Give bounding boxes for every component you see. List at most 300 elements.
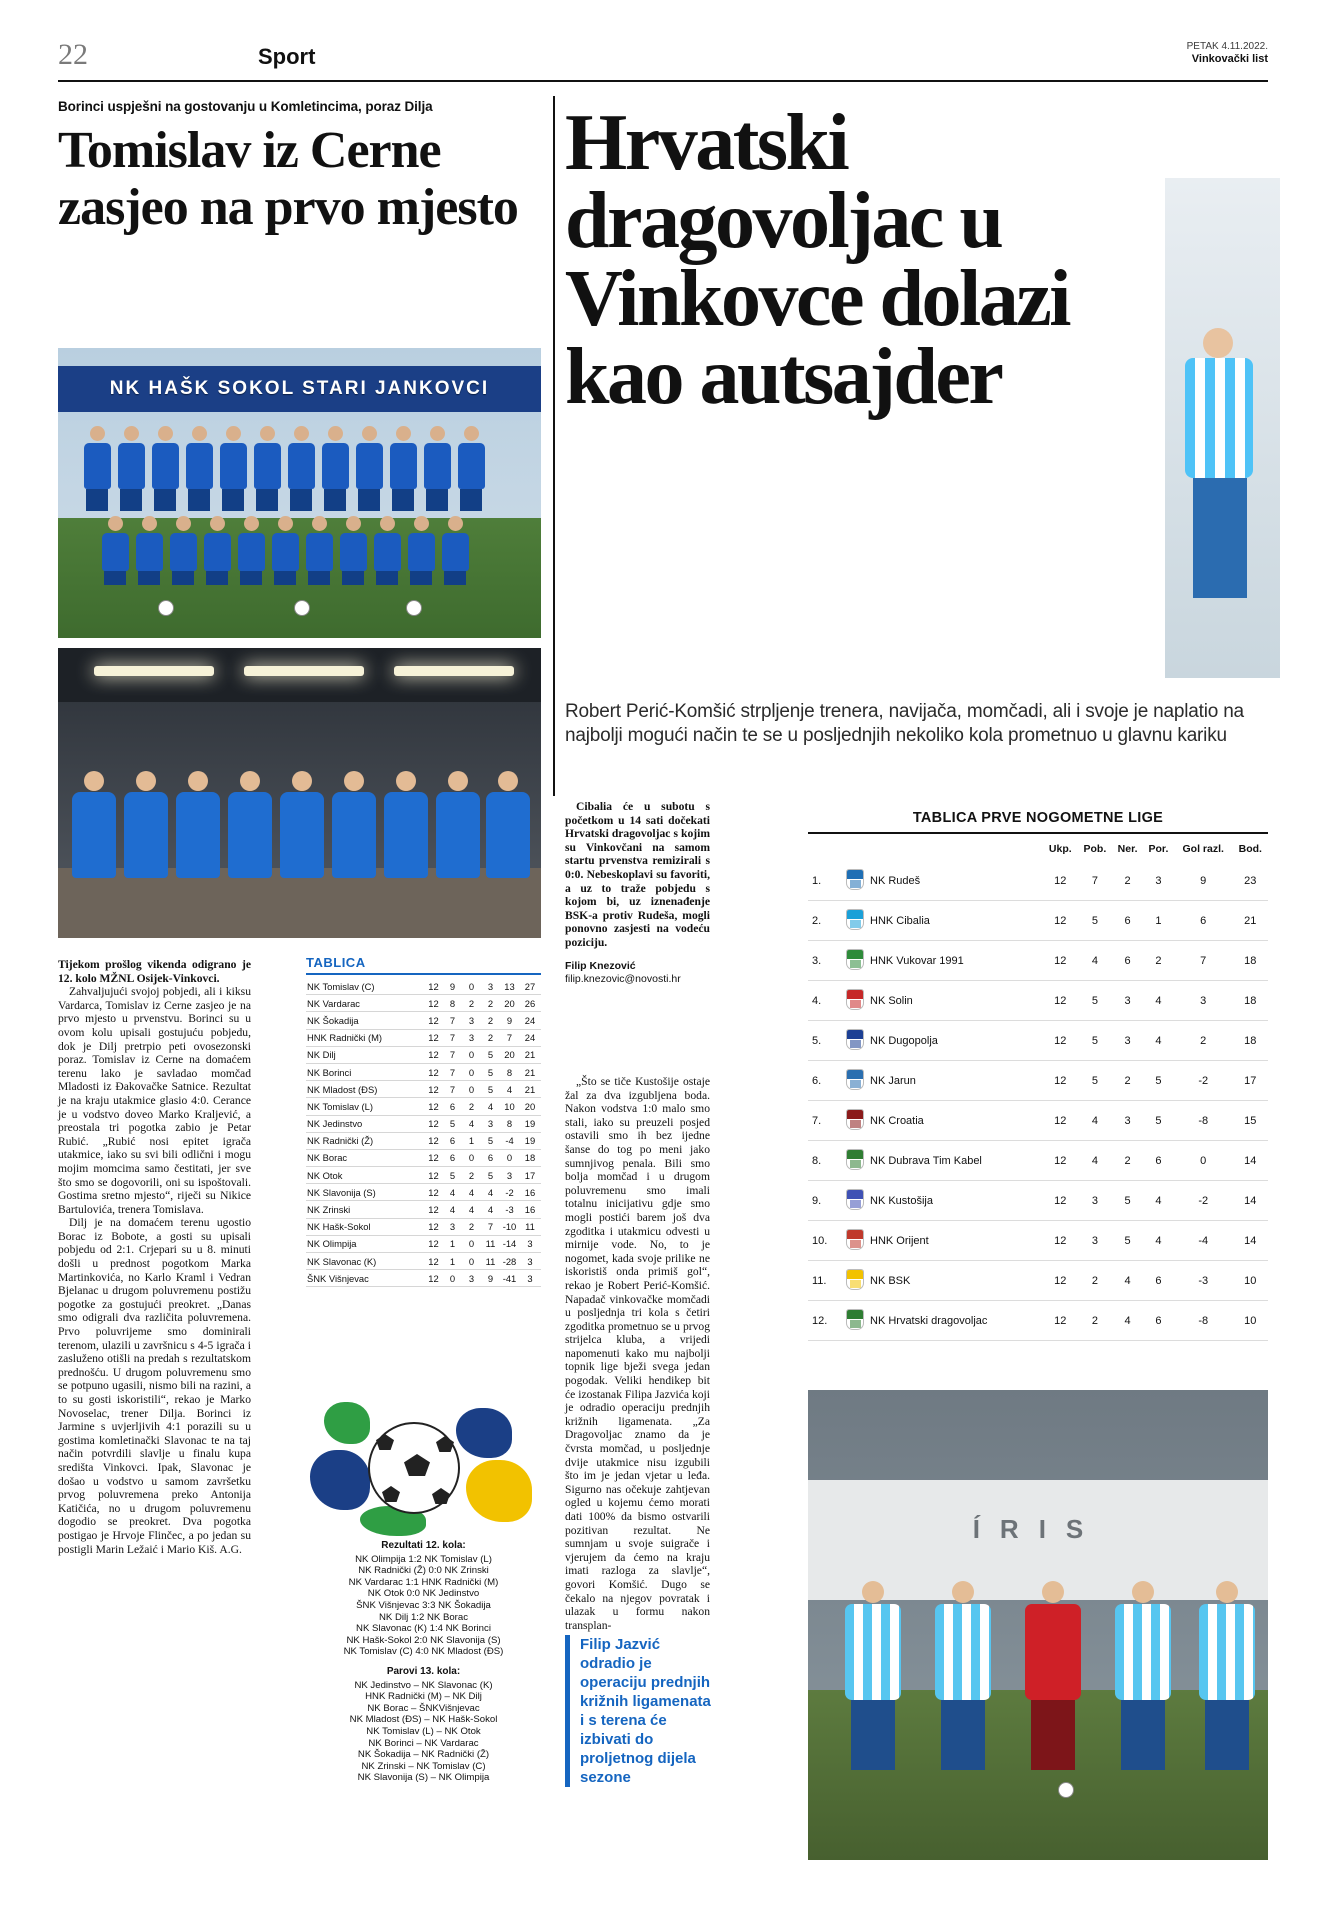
- football-player-figure: [1173, 328, 1269, 658]
- club-name: HNK Cibalia: [868, 901, 1043, 941]
- header-played: Ukp.: [1048, 843, 1072, 855]
- player-figure: [216, 426, 250, 511]
- cell-value: 12: [1043, 861, 1078, 901]
- result-line: NK Šokadija – NK Radnički (Ž): [357, 1749, 490, 1761]
- cell-value: 6: [443, 1132, 462, 1149]
- cell-value: 4: [500, 1081, 519, 1098]
- celebrating-player: [224, 771, 276, 878]
- table-row: [808, 1021, 1268, 1061]
- round-13-title: Parovi 13. kola:: [386, 1665, 461, 1677]
- main-story-body-column: [565, 1075, 710, 1632]
- table-row: [306, 978, 541, 995]
- cell-value: 4: [1143, 1221, 1174, 1261]
- player-figure: [838, 1581, 908, 1770]
- club-name: NK Borinci: [306, 1063, 424, 1080]
- player-figure: [386, 426, 420, 511]
- position: 9.: [808, 1181, 842, 1221]
- cell-value: 2: [1078, 1261, 1113, 1301]
- cell-value: -3: [500, 1201, 519, 1218]
- player-figure: [336, 516, 370, 585]
- cell-value: 14: [1233, 1181, 1268, 1221]
- table-row: [306, 1063, 541, 1080]
- cell-value: 9: [500, 1012, 519, 1029]
- round-13-fixtures: [296, 1666, 551, 1784]
- cell-value: 6: [481, 1149, 500, 1166]
- cell-value: 1: [443, 1235, 462, 1252]
- main-lead-paragraph: Cibalia će u subotu s početkom u 14 sati dočekati Hrvatski dragovoljac s kojim su Vinkovčani na samom startu prvenstva remizirali s 0:0. Nebeskoplavi su favoriti, a uz to traže pobjedu s kojom bi, uz iznenađenje BSK-a protiv Rudeša, mogli ponovno zasjesti na vodeću poziciju.: [565, 800, 710, 949]
- crest-icon: [846, 1189, 864, 1210]
- club-name: NK Rudeš: [868, 861, 1043, 901]
- cell-value: 7: [481, 1218, 500, 1235]
- club-name: ŠNK Višnjevac: [306, 1270, 424, 1287]
- cell-value: 6: [1112, 941, 1143, 981]
- cell-value: 12: [424, 995, 443, 1012]
- cell-value: 7: [443, 1012, 462, 1029]
- player-figure: [148, 426, 182, 511]
- club-banner-text: NK HAŠK SOKOL STARI JANKOVCI: [58, 366, 541, 412]
- table-header-row: [808, 834, 1268, 861]
- table-row: [808, 1061, 1268, 1101]
- player-figure: [438, 516, 472, 585]
- crest-icon: [846, 1109, 864, 1130]
- club-crest: [842, 1061, 868, 1101]
- cell-value: 4: [1143, 1021, 1174, 1061]
- table-row: [808, 1101, 1268, 1141]
- cell-value: 4: [462, 1201, 481, 1218]
- cell-value: 20: [500, 1046, 519, 1063]
- cell-value: 12: [1043, 1301, 1078, 1341]
- club-crest: [842, 941, 868, 981]
- result-line: NK Jedinstvo – NK Slavonac (K): [354, 1679, 493, 1691]
- cell-value: -41: [500, 1270, 519, 1287]
- cell-value: 3: [1078, 1221, 1113, 1261]
- cell-value: 2: [462, 1167, 481, 1184]
- position: 2.: [808, 901, 842, 941]
- cell-value: 18: [1233, 941, 1268, 981]
- club-crest: [842, 1021, 868, 1061]
- result-line: NK Slavonac (K) 1:4 NK Borinci: [356, 1623, 491, 1635]
- cell-value: 12: [1043, 1181, 1078, 1221]
- club-name: NK Mladost (ĐS): [306, 1081, 424, 1098]
- player-figure: [132, 516, 166, 585]
- match-action-photo: [808, 1390, 1268, 1860]
- cell-value: 4: [443, 1184, 462, 1201]
- cell-value: -10: [500, 1218, 519, 1235]
- cell-value: 9: [1174, 861, 1233, 901]
- club-name: NK Borac: [306, 1149, 424, 1166]
- football-icon: [158, 600, 174, 616]
- byline: [565, 960, 710, 987]
- team-photo: [58, 348, 541, 638]
- cell-value: 20: [500, 995, 519, 1012]
- result-line: NK Vardarac 1:1 HNK Radnički (M): [348, 1576, 499, 1588]
- cell-value: -8: [1174, 1101, 1233, 1141]
- cell-value: 2: [462, 995, 481, 1012]
- cell-value: 0: [500, 1149, 519, 1166]
- cell-value: 5: [1143, 1101, 1174, 1141]
- player-figure: [420, 426, 454, 511]
- left-paragraph: Tijekom prošlog vikenda odigrano je 12. kolo MŽNL Osijek-Vinkovci.: [58, 958, 251, 985]
- player-figure: [182, 426, 216, 511]
- cell-value: 9: [443, 978, 462, 995]
- mini-standings-table: [306, 978, 541, 1287]
- table-row: [808, 941, 1268, 981]
- cell-value: 12: [1043, 1221, 1078, 1261]
- club-crest: [842, 981, 868, 1021]
- paint-blob: [324, 1402, 370, 1444]
- result-line: ŠNK Višnjevac 3:3 NK Šokadija: [356, 1599, 491, 1611]
- cell-value: 12: [1043, 1101, 1078, 1141]
- cell-value: 12: [424, 1184, 443, 1201]
- column-divider: [553, 96, 555, 796]
- cell-value: 10: [1233, 1261, 1268, 1301]
- club-crest: [842, 1101, 868, 1141]
- result-line: NK Dilj 1:2 NK Borac: [378, 1611, 469, 1623]
- table-row: [808, 901, 1268, 941]
- player-figure: [284, 426, 318, 511]
- table-row: [808, 1141, 1268, 1181]
- cell-value: 15: [1233, 1101, 1268, 1141]
- club-name: NK Jarun: [868, 1061, 1043, 1101]
- player-figure: [928, 1581, 998, 1770]
- football-icon: [368, 1422, 460, 1514]
- table-row: [306, 1149, 541, 1166]
- cell-value: 0: [462, 1081, 481, 1098]
- cell-value: 2: [1174, 1021, 1233, 1061]
- table-row: [306, 1132, 541, 1149]
- cell-value: 9: [481, 1270, 500, 1287]
- club-name: HNK Vukovar 1991: [868, 941, 1043, 981]
- club-name: NK Croatia: [868, 1101, 1043, 1141]
- cell-value: 7: [443, 1063, 462, 1080]
- cell-value: 12: [424, 978, 443, 995]
- cell-value: 4: [1078, 941, 1113, 981]
- player-figure: [98, 516, 132, 585]
- paint-blob: [456, 1408, 512, 1458]
- cell-value: 5: [443, 1115, 462, 1132]
- cell-value: 4: [481, 1098, 500, 1115]
- cell-value: 5: [481, 1167, 500, 1184]
- cell-value: 5: [481, 1081, 500, 1098]
- cell-value: 2: [1143, 941, 1174, 981]
- author-email[interactable]: filip.knezovic@novosti.hr: [565, 973, 681, 986]
- cell-value: 17: [519, 1167, 541, 1184]
- celebrating-player: [172, 771, 224, 878]
- club-name: NK Hrvatski dragovoljac: [868, 1301, 1043, 1341]
- issue-date: PETAK 4.11.2022.: [1186, 41, 1268, 52]
- table-row: [306, 1218, 541, 1235]
- club-name: NK Slavonac (K): [306, 1253, 424, 1270]
- cell-value: 3: [462, 1029, 481, 1046]
- hero-photo: [1165, 178, 1280, 678]
- publication-name: Vinkovački list: [1191, 53, 1268, 65]
- cell-value: 3: [500, 1167, 519, 1184]
- result-line: NK Borinci – NK Vardarac: [368, 1737, 479, 1749]
- position: 6.: [808, 1061, 842, 1101]
- cell-value: 3: [1112, 1021, 1143, 1061]
- left-paragraph: Dilj je na domaćem terenu ugostio Borac iz Bobote, a gosti su upisali pobjedu od 2:1. Crjepari su u 8. minuti došli u prednost pogotkom Marka Martinkovića, no Karlo Kraml i Vedran Bjelanac u drugom poluvremenu postižu pogotke za gostujući preokret. „Danas smo odigrali dva različita poluvremena. Prvo poluvrijeme smo dominirali terenom, ulazili u završnicu s 4-5 igrača i zasluženo otišli na predah s rezultatskom prednošću. U drugom poluvremenu smo se potpuno ugasili, nismo bili na razini, a to su gosti iskoristili“, rekao je Marko Novoselac, trener Dilja. Borinci iz Jarmine s uvjerljivih 4:1 porazili su u gostima komletinački Slavonac te na taj način potvrdili slavlje u finalu kupa središta Vinkovci. Ipak, Slavonac je došao u vodstvo u samom završetku prvog poluvremena preko Antonija Katičića, no u drugom poluvremenu dogodio se preokret. Dva pogotka postigao je Hrvoje Flinčec, a po jedan su postigli Marin Ležaić i Mario Kiš. A.G.: [58, 1216, 251, 1556]
- cell-value: -8: [1174, 1301, 1233, 1341]
- celebrating-player: [276, 771, 328, 878]
- cell-value: 12: [424, 1046, 443, 1063]
- club-name: NK Tomislav (L): [306, 1098, 424, 1115]
- table-row: [306, 1081, 541, 1098]
- club-name: NK Dilj: [306, 1046, 424, 1063]
- celebrating-player: [380, 771, 432, 878]
- table-row: [306, 1167, 541, 1184]
- crest-icon: [846, 1229, 864, 1250]
- player-figure: [268, 516, 302, 585]
- player-figure: [1108, 1581, 1178, 1770]
- football-icon: [1058, 1782, 1074, 1798]
- cell-value: 3: [1174, 981, 1233, 1021]
- main-body-paragraph: „Što se tiče Kustošije ostaje žal za dva izgubljena boda. Nakon vodstva 1:0 malo smo stali, iako su preuzeli posjed ostavili smo ih bez ijedne šanse do tog po meni jako sumnjivog penala. Bili smo bolja momčad i u drugom poluvremenu smo imali totalnu inicijativu gdje smo mogli postići barem još dva zgoditka i utakmicu odvesti u mirnije vode. No, to je nogomet, kada svoje prilike ne iskoristiš onda primiš gol“, rekao je Robert Perić-Komšić. Napadač vinkovačke momčadi u posljednja tri kola s četiri zgoditka prometnuo se u prvog strijelca kluba, a vrijedi napomenuti kako mu najbolji topnik lige bježi svega jedan pogodak. Veliki hendikep bit će izostanak Filipa Jazvića koji je odradio operaciju prednjih križnih ligamenata. „Za Dragovoljac znamo da je čvrsta momčad, u posljednje dvije utakmice nisu izgubili što im je jedan vjetar u leđa. Sigurno nas očekuje zahtjevan ogled u kojemu ćemo morati dati 100% da bismo ostvarili pozitivan rezultat. Ne sumnjam u svoje suigrače i vjerujem da ćemo na kraju imati razloga za slavlje“, govori Komšić. Dugo se čekalo na njegov povratak i ulazak u formu nakon transplan-: [565, 1075, 710, 1632]
- cell-value: 6: [1143, 1141, 1174, 1181]
- crest-icon: [846, 1149, 864, 1170]
- cell-value: 3: [1112, 981, 1143, 1021]
- position: 8.: [808, 1141, 842, 1181]
- cell-value: 4: [1078, 1101, 1113, 1141]
- cell-value: 23: [1233, 861, 1268, 901]
- player-figure: [404, 516, 438, 585]
- cell-value: 6: [443, 1098, 462, 1115]
- cell-value: 18: [1233, 1021, 1268, 1061]
- cell-value: 5: [1078, 981, 1113, 1021]
- cell-value: 12: [424, 1201, 443, 1218]
- club-crest: [842, 1221, 868, 1261]
- cell-value: 12: [424, 1253, 443, 1270]
- position: 1.: [808, 861, 842, 901]
- cell-value: 19: [519, 1132, 541, 1149]
- team-row-back: [80, 426, 488, 511]
- cell-value: 0: [462, 1235, 481, 1252]
- cell-value: 20: [519, 1098, 541, 1115]
- table-row: [306, 1029, 541, 1046]
- result-line: NK Borac – ŠNKVišnjevac: [367, 1702, 480, 1714]
- cell-value: 17: [1233, 1061, 1268, 1101]
- cell-value: 5: [443, 1167, 462, 1184]
- cell-value: 10: [500, 1098, 519, 1115]
- cell-value: 12: [424, 1167, 443, 1184]
- table-row: [808, 981, 1268, 1021]
- league-standings-title: TABLICA PRVE NOGOMETNE LIGE: [808, 810, 1268, 834]
- celebrating-player: [432, 771, 484, 878]
- league-standings-table: [808, 834, 1268, 1341]
- cell-value: 3: [462, 1270, 481, 1287]
- celebrating-player: [120, 771, 172, 878]
- table-row: [808, 1261, 1268, 1301]
- cell-value: 6: [1143, 1301, 1174, 1341]
- cell-value: 7: [443, 1081, 462, 1098]
- table-row: [808, 1301, 1268, 1341]
- cell-value: 12: [424, 1098, 443, 1115]
- club-name: NK Vardarac: [306, 995, 424, 1012]
- cell-value: 2: [462, 1218, 481, 1235]
- cell-value: 2: [462, 1098, 481, 1115]
- cell-value: 12: [424, 1063, 443, 1080]
- player-figure: [250, 426, 284, 511]
- main-subhead: Robert Perić-Komšić strpljenje trenera, navijača, momčadi, ali i svoje je naplatio na najbolji mogući način te se u posljednjih nekoliko kola prometnuo u glavnu kariku: [565, 701, 1244, 746]
- header-crest: [842, 834, 868, 861]
- cell-value: 5: [1112, 1221, 1143, 1261]
- cell-value: 1: [443, 1253, 462, 1270]
- table-row: [306, 1098, 541, 1115]
- table-row: [306, 995, 541, 1012]
- player-figure: [352, 426, 386, 511]
- cell-value: 7: [443, 1046, 462, 1063]
- header-club: [868, 834, 1043, 861]
- club-name: NK Olimpija: [306, 1235, 424, 1252]
- club-name: NK Otok: [306, 1167, 424, 1184]
- cell-value: 4: [481, 1184, 500, 1201]
- cell-value: 13: [500, 978, 519, 995]
- player-figure: [200, 516, 234, 585]
- ceiling-light: [94, 666, 214, 676]
- header-drawn: Ner.: [1117, 843, 1138, 855]
- cell-value: 3: [1078, 1181, 1113, 1221]
- club-crest: [842, 901, 868, 941]
- cell-value: 5: [481, 1063, 500, 1080]
- cell-value: 4: [443, 1201, 462, 1218]
- cell-value: 2: [481, 1012, 500, 1029]
- results-block: [296, 1540, 551, 1792]
- cell-value: 4: [1143, 981, 1174, 1021]
- cell-value: 12: [1043, 901, 1078, 941]
- cell-value: -14: [500, 1235, 519, 1252]
- football-graphic: [306, 1398, 541, 1538]
- result-line: HNK Radnički (M) – NK Dilj: [365, 1691, 482, 1703]
- cell-value: 0: [462, 1253, 481, 1270]
- cell-value: 4: [1112, 1301, 1143, 1341]
- cell-value: 5: [1078, 901, 1113, 941]
- header-lost: Por.: [1148, 843, 1169, 855]
- cell-value: -28: [500, 1253, 519, 1270]
- table-row: [306, 1046, 541, 1063]
- cell-value: 3: [1143, 861, 1174, 901]
- crest-icon: [846, 869, 864, 890]
- cell-value: 10: [1233, 1301, 1268, 1341]
- club-crest: [842, 1261, 868, 1301]
- result-line: NK Mladost (ĐS) – NK Hašk-Sokol: [349, 1714, 498, 1726]
- cell-value: 12: [424, 1132, 443, 1149]
- cell-value: 5: [1143, 1061, 1174, 1101]
- cell-value: 6: [443, 1149, 462, 1166]
- celebrating-player: [482, 771, 534, 878]
- table-row: [306, 1253, 541, 1270]
- cell-value: -2: [1174, 1181, 1233, 1221]
- crest-icon: [846, 1309, 864, 1330]
- cell-value: 2: [1112, 1061, 1143, 1101]
- position: 3.: [808, 941, 842, 981]
- round-12-results: [296, 1540, 551, 1658]
- cell-value: 3: [519, 1270, 541, 1287]
- left-story-headline: Tomislav iz Cerne zasjeo na prvo mjesto: [58, 122, 518, 236]
- cell-value: 18: [519, 1149, 541, 1166]
- club-name: NK BSK: [868, 1261, 1043, 1301]
- club-name: NK Zrinski: [306, 1201, 424, 1218]
- cell-value: -2: [1174, 1061, 1233, 1101]
- cell-value: 5: [481, 1132, 500, 1149]
- cell-value: 4: [1078, 1141, 1113, 1181]
- club-name: HNK Orijent: [868, 1221, 1043, 1261]
- cell-value: 7: [1078, 861, 1113, 901]
- cell-value: 6: [1174, 901, 1233, 941]
- cell-value: 27: [519, 978, 541, 995]
- cell-value: 0: [443, 1270, 462, 1287]
- cell-value: 8: [443, 995, 462, 1012]
- club-name: NK Jedinstvo: [306, 1115, 424, 1132]
- player-figure: [318, 426, 352, 511]
- football-icon: [294, 600, 310, 616]
- club-name: NK Radnički (Ž): [306, 1132, 424, 1149]
- result-line: NK Olimpija 1:2 NK Tomislav (L): [355, 1553, 492, 1565]
- table-row: [808, 1181, 1268, 1221]
- cell-value: 2: [1112, 861, 1143, 901]
- crest-icon: [846, 949, 864, 970]
- author-name: Filip Knezović: [565, 959, 636, 972]
- table-row: [306, 1201, 541, 1218]
- club-name: NK Šokadija: [306, 1012, 424, 1029]
- cell-value: -4: [500, 1132, 519, 1149]
- header-position: [808, 834, 842, 861]
- table-row: [808, 1221, 1268, 1261]
- cell-value: 12: [424, 1270, 443, 1287]
- cell-value: 3: [462, 1012, 481, 1029]
- cell-value: 0: [462, 1046, 481, 1063]
- table-row: [306, 1184, 541, 1201]
- issue-info: [1187, 40, 1268, 66]
- cell-value: 1: [462, 1132, 481, 1149]
- player-figure: [166, 516, 200, 585]
- cell-value: 26: [519, 995, 541, 1012]
- cell-value: 21: [519, 1063, 541, 1080]
- cell-value: 12: [424, 1012, 443, 1029]
- page-number: 22: [58, 38, 88, 71]
- player-figure: [454, 426, 488, 511]
- cell-value: 8: [500, 1115, 519, 1132]
- table-row: [808, 861, 1268, 901]
- header-won: Pob.: [1083, 843, 1107, 855]
- crest-icon: [846, 989, 864, 1010]
- cell-value: 5: [1078, 1021, 1113, 1061]
- position: 10.: [808, 1221, 842, 1261]
- cell-value: 12: [424, 1218, 443, 1235]
- photo-floor: [58, 868, 541, 938]
- cell-value: 6: [1112, 901, 1143, 941]
- club-crest: [842, 861, 868, 901]
- club-name: NK Solin: [868, 981, 1043, 1021]
- club-name: NK Slavonija (S): [306, 1184, 424, 1201]
- cell-value: 11: [481, 1235, 500, 1252]
- result-line: NK Tomislav (C) 4:0 NK Mladost (ĐS): [343, 1646, 504, 1658]
- player-figure: [114, 426, 148, 511]
- cell-value: 24: [519, 1012, 541, 1029]
- cell-value: 12: [424, 1029, 443, 1046]
- celebrating-player: [68, 771, 120, 878]
- result-line: NK Slavonija (S) – NK Olimpija: [357, 1772, 490, 1784]
- club-name: HNK Radnički (M): [306, 1029, 424, 1046]
- player-figure: [370, 516, 404, 585]
- result-line: NK Otok 0:0 NK Jedinstvo: [367, 1588, 480, 1600]
- left-story-body: [58, 958, 251, 1556]
- cell-value: 4: [1112, 1261, 1143, 1301]
- cell-value: 4: [481, 1201, 500, 1218]
- cell-value: 12: [424, 1081, 443, 1098]
- result-line: NK Zrinski – NK Tomislav (C): [361, 1760, 486, 1772]
- cell-value: 21: [1233, 901, 1268, 941]
- cell-value: 3: [1112, 1101, 1143, 1141]
- cell-value: 4: [1143, 1181, 1174, 1221]
